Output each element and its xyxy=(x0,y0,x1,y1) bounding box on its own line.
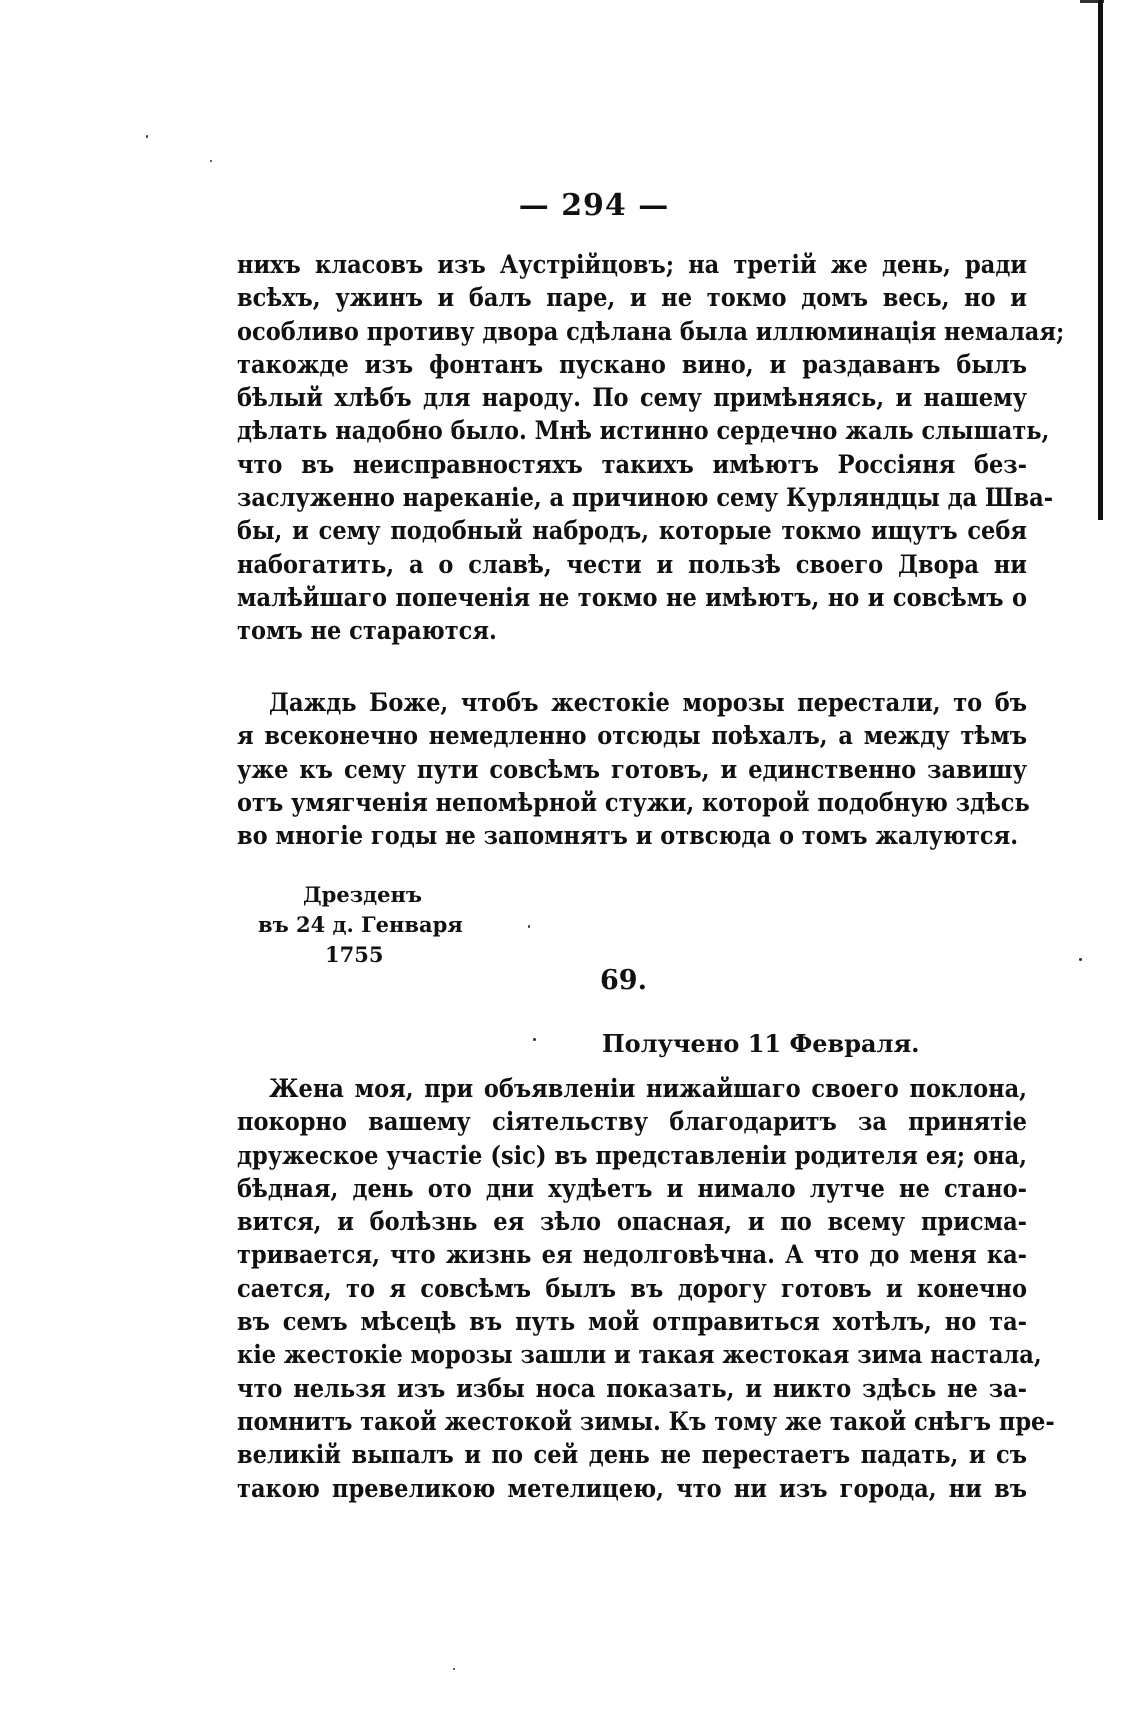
scan-speck xyxy=(1079,958,1082,961)
text-line: отъ умягченія непомѣрной стужи, которой подобную здѣсь xyxy=(237,787,1030,817)
dateline-year: 1755 xyxy=(325,942,384,967)
page-number-dash-left: — xyxy=(518,188,550,223)
text-line: тривается, что жизнь ея недолговѣчна. А что до меня ка- xyxy=(237,1240,1027,1270)
text-line: что въ неисправностяхъ такихъ имѣютъ Россіяня без- xyxy=(237,449,1027,479)
text-line: особливо противу двора сдѣлана была иллюминація немалая; xyxy=(237,316,1065,346)
text-line: во многіе годы не запомнятъ и отвсюда о томъ жалуются. xyxy=(237,821,1019,851)
paragraph-third xyxy=(237,1072,1055,1505)
text-line: покорно вашему сіятельству благодаритъ за принятіе xyxy=(237,1107,1027,1137)
text-line: бѣдная, день ото дни худѣетъ и нимало лутче не стано- xyxy=(237,1173,1027,1203)
text-line: я всеконечно немедленно отсюды поѣхалъ, а между тѣмъ xyxy=(237,721,1027,751)
page-number xyxy=(0,188,1140,224)
text-line: малѣйшаго попеченія не токмо не имѣютъ, но и совсѣмъ о xyxy=(237,582,1027,612)
scan-speck xyxy=(146,135,148,138)
text-line: Жена моя, при объявленіи нижайшаго своего поклона, xyxy=(269,1074,1027,1103)
page-number-dash-right: — xyxy=(638,188,670,223)
text-line: въ семъ мѣсецѣ въ путь мой отправиться хотѣлъ, но та- xyxy=(237,1307,1027,1337)
text-line: что нельзя изъ избы носа показать, и никто здѣсь не за- xyxy=(237,1373,1027,1403)
text-line: бѣлый хлѣбъ для народу. По сему примѣняясь, и нашему xyxy=(237,383,1027,413)
dateline xyxy=(258,880,463,970)
text-line: заслуженно нареканіе, а причиною сему Курляндцы да Шва- xyxy=(237,483,1054,513)
text-line: нихъ класовъ изъ Аустрійцовъ; на третій же день, ради xyxy=(237,250,1027,279)
text-line: кіе жестокіе морозы зашли и такая жестокая зима настала, xyxy=(237,1340,1042,1370)
scan-speck xyxy=(453,1668,455,1670)
dateline-place: Дрезденъ xyxy=(303,882,422,907)
scan-speck xyxy=(533,1038,536,1041)
text-line: набогатить, а о славѣ, чести и пользѣ своего Двора ни xyxy=(237,549,1027,579)
text-line: дружеское участіе (sic) въ представленіи родителя ея; она, xyxy=(237,1140,1027,1170)
scan-speck xyxy=(210,160,212,162)
paragraph-second xyxy=(237,686,1030,852)
text-line: сается, то я совсѣмъ былъ въ дорогу готовъ и конечно xyxy=(237,1273,1027,1303)
text-line: всѣхъ, ужинъ и балъ паре, и не токмо домъ весь, но и xyxy=(237,283,1027,313)
dateline-date: въ 24 д. Генваря xyxy=(258,912,463,937)
paragraph-continued xyxy=(237,248,1065,648)
text-line: бы, и сему подобный набродъ, которые токмо ищутъ себя xyxy=(237,516,1027,546)
text-line: такою превеликою метелицею, что ни изъ города, ни въ xyxy=(237,1473,1027,1503)
received-note: Получено 11 Февраля. xyxy=(602,1029,920,1058)
text-line: помнитъ такой жестокой зимы. Къ тому же такой снѣгъ пре- xyxy=(237,1406,1055,1436)
text-line: уже къ сему пути совсѣмъ готовъ, и единственно завишу xyxy=(237,754,1027,784)
text-line: Даждь Боже, чтобъ жестокіе морозы перестали, то бъ xyxy=(269,688,1027,717)
text-line: дѣлать надобно было. Мнѣ истинно сердечно жаль слышать, xyxy=(237,416,1050,446)
page-edge-shadow xyxy=(1098,0,1103,520)
text-line: вится, и болѣзнь ея зѣло опасная, и по всему присма- xyxy=(237,1207,1027,1237)
scan-speck xyxy=(528,925,530,928)
text-line: великій выпалъ и по сей день не перестаетъ падать, и съ xyxy=(237,1440,1027,1470)
page-number-value: 294 xyxy=(561,188,627,223)
text-line: томъ не стараются. xyxy=(237,616,497,646)
text-line: такожде изъ фонтанъ пускано вино, и раздаванъ былъ xyxy=(237,349,1027,379)
letter-number: 69. xyxy=(600,965,647,996)
